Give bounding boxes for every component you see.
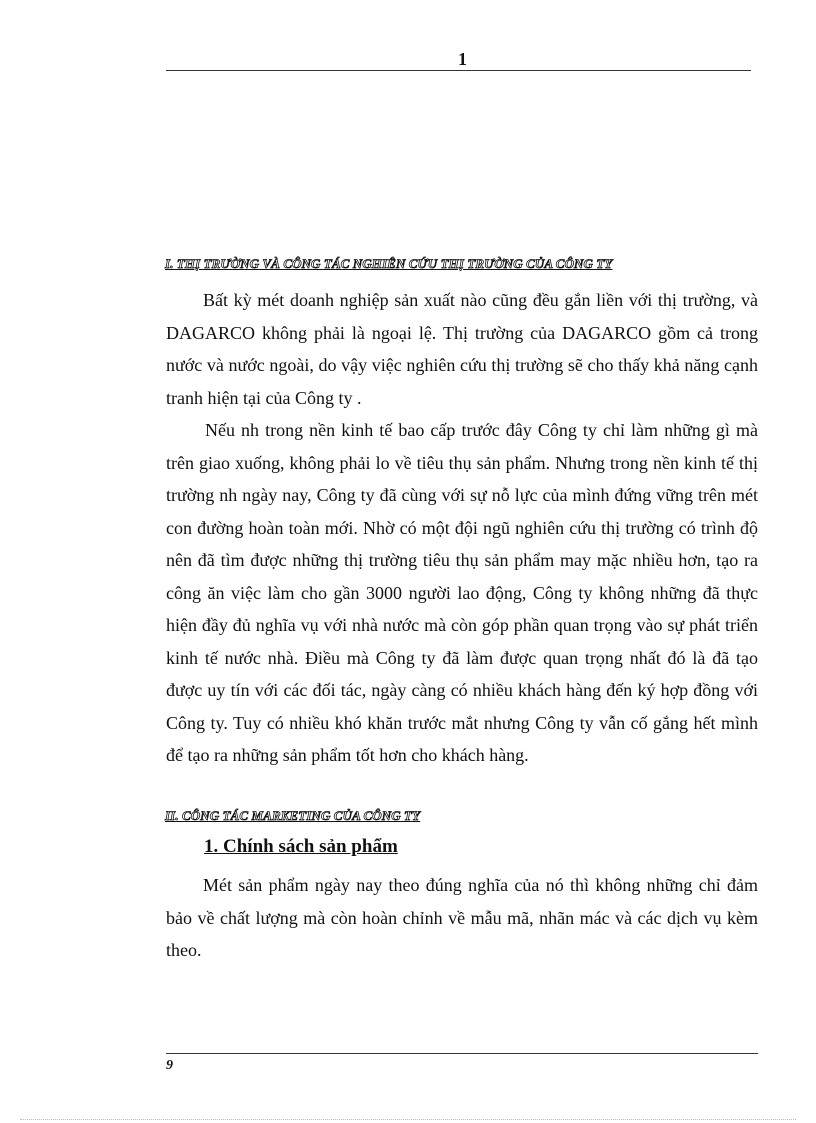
header-rule: [166, 70, 751, 71]
subsection-heading-product-policy: 1. Chính sách sản phẩm: [204, 836, 398, 857]
page-edge-divider: [20, 1119, 796, 1120]
page-number-header: 1: [458, 49, 467, 69]
page-number-footer: 9: [166, 1058, 173, 1073]
paragraph-product-policy: Mét sản phẩm ngày nay theo đúng nghĩa của nó thì không những chỉ đảm bảo về chất lượng mà còn hoàn chỉnh về mẫu mã, nhãn mác và các dịch vụ kèm theo.: [166, 875, 758, 960]
paragraph-intro: Bất kỳ mét doanh nghiệp sản xuất nào cũng đều gắn liền với thị trường, và DAGARCO không phải là ngoại lệ. Thị trường của DAGARCO gồm cả trong nước và nước ngoài, do vậy việc nghiên cứu thị trường sẽ cho thấy khả năng cạnh tranh hiện tại của Công ty .: [166, 290, 758, 408]
footer-rule: [166, 1053, 758, 1054]
paragraph-market-history: Nếu nh trong nền kinh tế bao cấp trước đây Công ty chỉ làm những gì mà trên giao xuống, không phải lo về tiêu thụ sản phẩm. Nhưng trong nền kinh tế thị trường nh ngày nay, Công ty đã cùng với sự nỗ lực của mình đứng vững trên mét con đường hoàn toàn mới. Nhờ có một đội ngũ nghiên cứu thị trường có trình độ nên đã tìm được những thị trường tiêu thụ sản phẩm may mặc nhiều hơn, tạo ra công ăn việc làm cho gần 3000 người lao động, Công ty không những đã thực hiện đầy đủ nghĩa vụ với nhà nước mà còn góp phần quan trọng vào sự phát triển kinh tế nước nhà. Điều mà Công ty đã làm được quan trọng nhất đó là đã tạo được uy tín với các đối tác, ngày càng có nhiều khách hàng đến ký hợp đồng với Công ty. Tuy có nhiều khó khăn trước mắt nhưng Công ty vẫn cố gắng hết mình để tạo ra những sản phẩm tốt hơn cho khách hàng.: [166, 420, 758, 765]
section-heading-market-research: I. THỊ TRƯỜNG VÀ CÔNG TÁC NGHIÊN CỨU THỊ TRƯỜNG CỦA CÔNG TY: [165, 256, 613, 271]
section-heading-marketing: II. CÔNG TÁC MARKETING CỦA CÔNG TY: [165, 808, 421, 823]
